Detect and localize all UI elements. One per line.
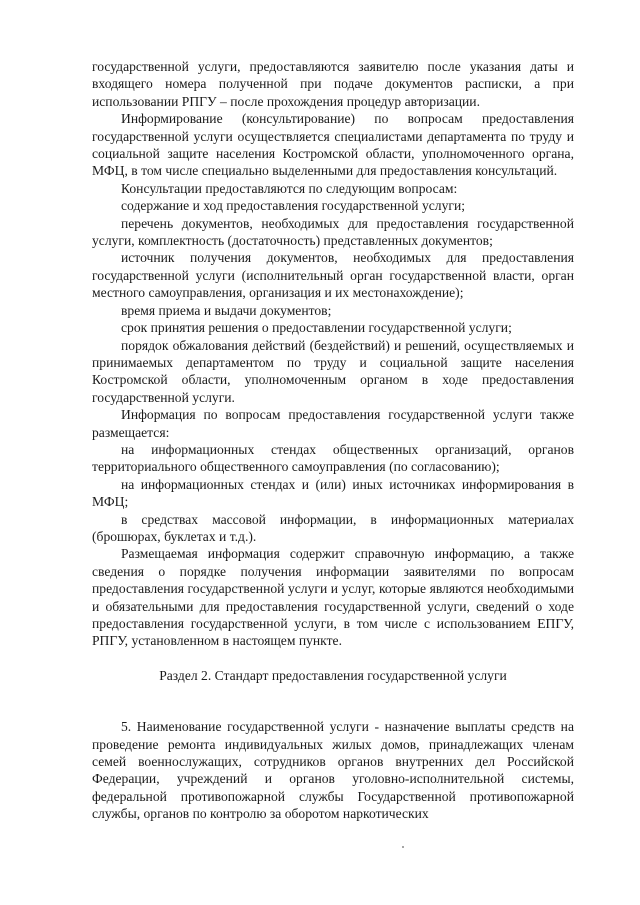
paragraph-continuation: государственной услуги, предоставляются заявителю после указания даты и входящего номера полученной при подаче документов расписки, а при использовании РПГУ – после прохождения процедур авторизации. bbox=[92, 59, 574, 109]
spacer bbox=[92, 684, 574, 718]
list-item: на информационных стендах общественных организаций, органов территориального общественного самоуправления (по согласованию); bbox=[92, 441, 574, 475]
list-item: перечень документов, необходимых для предоставления государственной услуги, комплектность (достаточность) представленных документов; bbox=[92, 215, 574, 249]
section-heading: Раздел 2. Стандарт предоставления государственной услуги bbox=[159, 667, 507, 683]
paragraph-informing: Информирование (консультирование) по вопросам предоставления государственной услуги осуществляется специалистами департамента по труду и социальной защите населения Костромской области, уполномоченного органа, МФЦ, в том числе специально выделенными для предоставления консультаций. bbox=[92, 111, 574, 179]
paragraph-item-5: 5. Наименование государственной услуги - назначение выплаты средств на проведение ремонта индивидуальных жилых домов, принадлежащих членам семей военнослужащих, сотрудников органов внутренних дел Российской Федерации, учреждений и органов уголовно-исполнительной системы, федеральной противопожарной службы Государственной противопожарной службы, органов по контролю за оборотом наркотических bbox=[92, 719, 574, 822]
list-item: порядок обжалования действий (бездействий) и решений, осуществляемых и принимаемых департаментом по труду и социальной защите населения Костромской области, уполномоченным органом в ходе предоставления государственной услуги. bbox=[92, 337, 574, 405]
list-item: время приема и выдачи документов; bbox=[121, 302, 332, 318]
paragraph-consultation-topics: Консультации предоставляются по следующим вопросам: bbox=[121, 180, 458, 196]
list-item: срок принятия решения о предоставлении государственной услуги; bbox=[121, 320, 512, 336]
list-item: на информационных стендах и (или) иных источниках информирования в МФЦ; bbox=[92, 476, 574, 510]
list-item: содержание и ход предоставления государственной услуги; bbox=[121, 198, 465, 214]
scan-speck bbox=[402, 846, 404, 848]
paragraph-information-placement: Информация по вопросам предоставления государственной услуги также размещается: bbox=[92, 407, 574, 440]
list-item: источник получения документов, необходимых для предоставления государственной услуги (исполнительный орган государственной власти, орган местного самоуправления, организация и их местонахождение); bbox=[92, 250, 574, 301]
document-body bbox=[92, 58, 574, 823]
list-item: в средствах массовой информации, в информационных материалах (брошюрах, буклетах и т.д.). bbox=[92, 511, 574, 544]
paragraph-posted-information: Размещаемая информация содержит справочную информацию, а также сведения о порядке получения информации заявителями по вопросам предоставления государственной услуги и услуг, которые являются необходимыми и обязательными для предоставления государственной услуги, сведений о ходе предоставления государственной услуги, в том числе с использованием ЕПГУ, РПГУ, установленном в настоящем пункте. bbox=[92, 546, 574, 649]
